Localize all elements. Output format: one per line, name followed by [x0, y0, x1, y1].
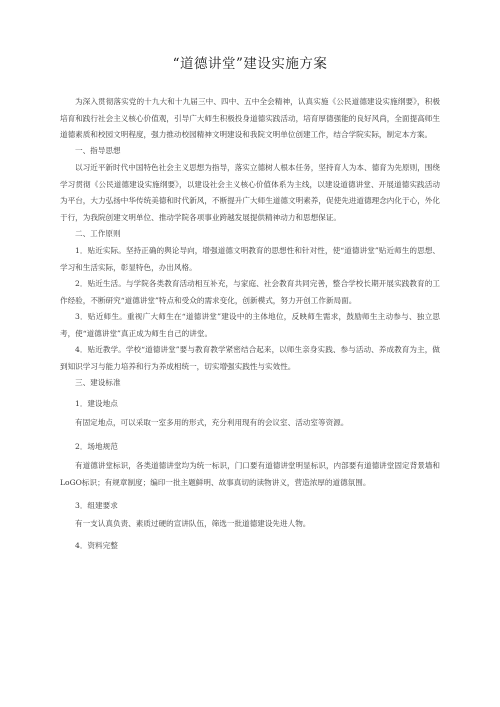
intro-paragraph: 为深入贯彻落实党的十九大和十九届三中、四中、五中全会精神，认真实施《公民道德建设实施纲要》，积极培育和践行社会主义核心价值观，引导广大师生积极投身道德实践活动，培育厚德强能的良好风尚，全面提高师生道德素质和校园文明程度，强力推动校园精神文明建设和我院文明单位创建工作，结合学院实际，制定本方案。	[60, 97, 440, 139]
section-heading-standards: 三、建设标准	[75, 378, 121, 387]
standard-1-heading: 1．建设地点	[75, 399, 118, 408]
standard-1-paragraph: 有固定地点，可以采取一室多用的形式，充分利用现有的会议室、活动室等资源。	[75, 418, 349, 427]
section-heading-guiding-ideology: 一、指导思想	[75, 146, 121, 155]
standard-2-heading: 2．场地规范	[75, 442, 118, 451]
standard-2-paragraph: 有道德讲堂标识，各类道德讲堂均为统一标识，门口要有道德讲堂明显标识，内部要有道德讲堂固定背景墙和LoGO标识；有规章制度；编印一批主题鲜明、故事真切的读物讲义，营造浓厚的道德氛围。	[60, 461, 440, 487]
principle-3-paragraph: 3．贴近师生。重视广大师生在“道德讲堂”建设中的主体地位，反映师生需求，鼓励师生主动参与、独立思考，使“道德讲堂”真正成为师生自己的讲堂。	[60, 312, 440, 338]
standard-3-heading: 3．组建要求	[75, 501, 118, 510]
principle-2-paragraph: 2．贴近生活。与学院各类教育活动相互补充，与家庭、社会教育共同完善，整合学校长期开展实践教育的工作经验，不断研究“道德讲堂”特点和受众的需求变化，创新模式，努力开创工作新局面。	[60, 279, 440, 305]
standard-3-paragraph: 有一支认真负责、素质过硬的宣讲队伍，筛选一批道德建设先进人物。	[75, 519, 311, 528]
section-heading-work-principles: 二、工作原则	[75, 229, 121, 238]
principle-1-paragraph: 1．贴近实际。坚持正确的舆论导向，增强道德文明教育的思想性和针对性，使“道德讲堂”贴近师生的思想、学习和生活实际，彰显特色，办出风格。	[60, 246, 440, 272]
document-title: “道德讲堂”建设实施方案	[172, 56, 328, 72]
principle-4-paragraph: 4．贴近教学。学校“道德讲堂”要与教育教学紧密结合起来，以师生亲身实践、参与活动、养成教育为主，做到知识学习与能力培养和行为养成相统一，切实增强实践性与实效性。	[60, 345, 440, 371]
standard-4-heading: 4．资料完整	[75, 541, 118, 550]
guiding-ideology-paragraph: 以习近平新时代中国特色社会主义思想为指导，落实立德树人根本任务，坚持育人为本、德育为先原则，围绕学习贯彻《公民道德建设实施纲要》，以建设社会主义核心价值体系为主线，以建设道德讲堂、开展道德实践活动为平台，大力弘扬中华传统美德和时代新风，不断提升广大师生道德文明素养，促使先进道德理念内化于心，外化于行，为我院创建文明单位、推动学院各项事业跨越发展提供精神动力和思想保证。	[60, 163, 440, 222]
